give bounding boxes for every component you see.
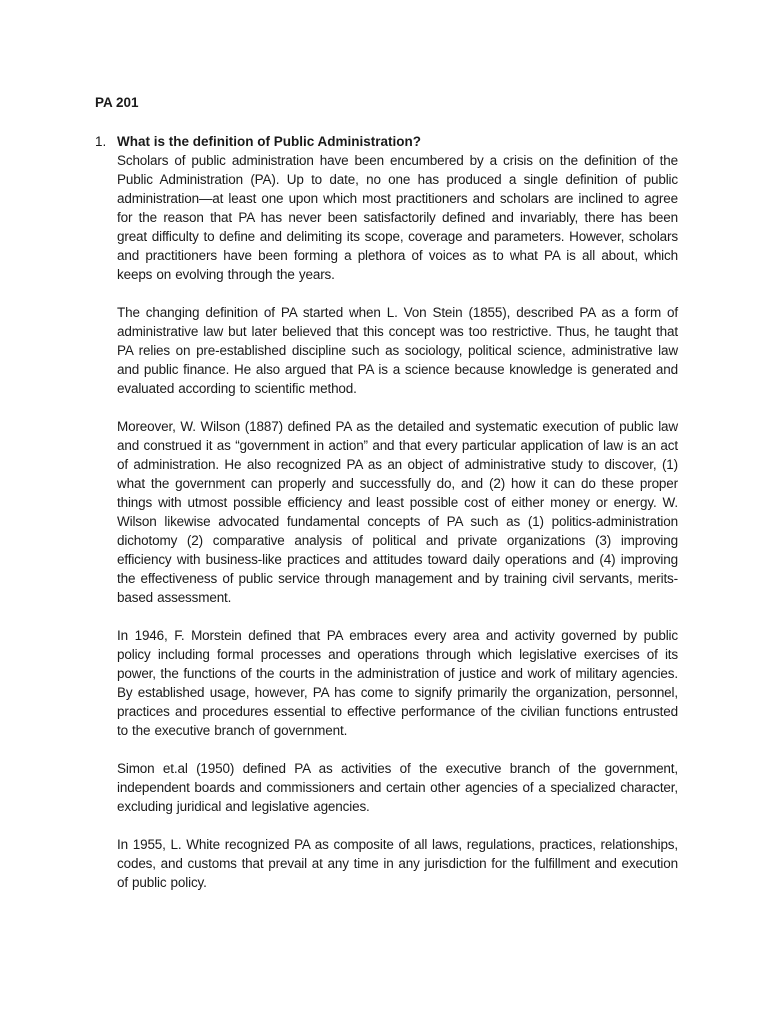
paragraph-morstein: In 1946, F. Morstein defined that PA embraces every area and activity governed by public policy including formal processes and operations through which legislative exercises of its power, the functions of the courts in the administration of justice and work of military agencies. By established usage, however, PA has come to signify primarily the organization, personnel, practices and procedures essential to effective performance of the civilian functions entrusted to the executive branch of government. bbox=[117, 628, 678, 738]
paragraph-wilson: Moreover, W. Wilson (1887) defined PA as the detailed and systematic execution of public law and construed it as “government in action” and that every particular application of law is an act of administration. He also recognized PA as an object of administrative study to discover, (1) what the government can properly and successfully do, and (2) how it can do these proper things with utmost possible efficiency and least possible cost of either money or energy. W. Wilson likewise advocated fundamental concepts of PA such as (1) politics-administration dichotomy (2) comparative analysis of political and private organizations (3) improving efficiency with business-like practices and attitudes toward daily operations and (4) improving the effectiveness of public service through management and by training civil servants, merits-based assessment. bbox=[117, 419, 678, 605]
paragraph-simon: Simon et.al (1950) defined PA as activities of the executive branch of the government, independent boards and commissioners and certain other agencies of a specialized character, excluding juridical and legislative agencies. bbox=[117, 761, 678, 814]
paragraph-white: In 1955, L. White recognized PA as composite of all laws, regulations, practices, relationships, codes, and customs that prevail at any time in any jurisdiction for the fulfillment and execution of public policy. bbox=[117, 837, 678, 890]
item-number: 1. bbox=[95, 134, 107, 149]
paragraph-von-stein: The changing definition of PA started when L. Von Stein (1855), described PA as a form of administrative law but later believed that this concept was too restrictive. Thus, he taught that PA relies on pre-established discipline such as sociology, political science, administrative law and public finance. He also argued that PA is a science because knowledge is generated and evaluated according to scientific method. bbox=[117, 305, 678, 396]
paragraph-definition-crisis: Scholars of public administration have been encumbered by a crisis on the definition of the Public Administration (PA). Up to date, no one has produced a single definition of public administration—at least one upon which most practitioners and scholars are inclined to agree for the reason that PA has never been satisfactorily defined and invariably, there has been great difficulty to define and delimiting its scope, coverage and parameters. However, scholars and practitioners have been forming a plethora of voices as to what PA is all about, which keeps on evolving through the years. bbox=[117, 153, 678, 282]
course-code: PA 201 bbox=[95, 95, 139, 110]
question-body bbox=[117, 132, 678, 911]
question-heading: What is the definition of Public Administration? bbox=[117, 134, 421, 149]
